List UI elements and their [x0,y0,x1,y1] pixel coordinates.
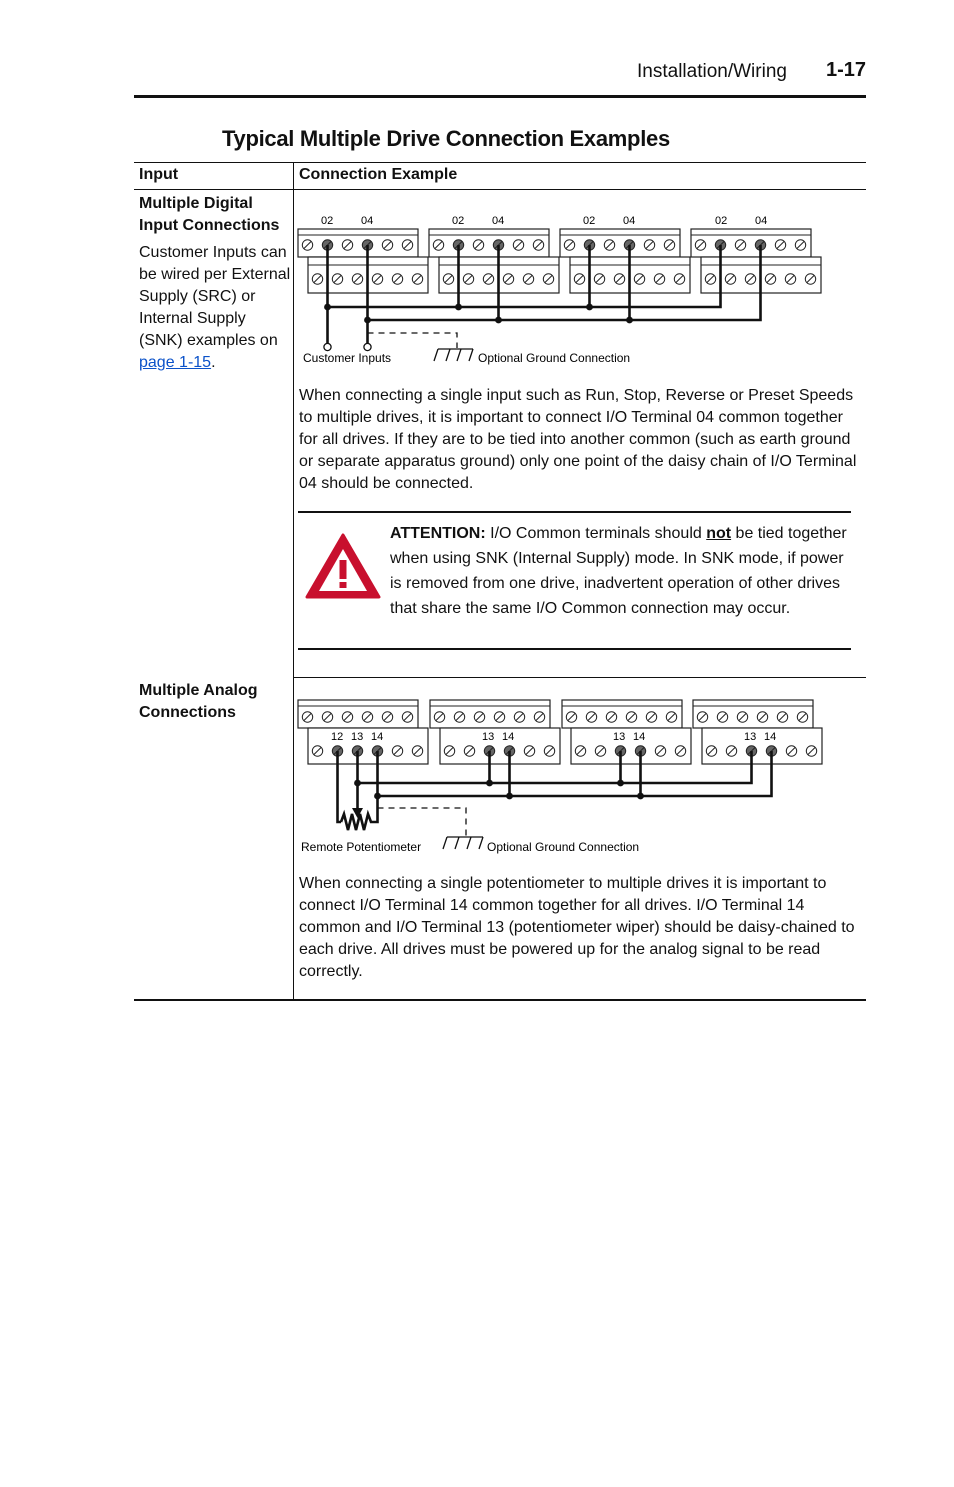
attention-text-part-2: be tied together when using SNK (Internal Supply) mode. In SNK mode, if power is removed from one drive, inadvertent operation of other drives that share the same I/O Common connection may occur. [390,525,847,617]
svg-text:02: 02 [452,215,465,227]
analog-drive-terminal-block [562,700,691,764]
svg-text:04: 04 [623,215,636,227]
attention-emphasis: not [706,525,732,542]
svg-text:04: 04 [492,215,505,227]
svg-text:02: 02 [583,215,596,227]
analog-ground-dashed-wire [378,808,467,836]
customer-inputs-label: Customer Inputs [303,351,392,365]
digital-description-text: Customer Inputs can be wired per External Supply (SRC) or Internal Supply (SNK) examples on [139,244,291,349]
analog-ground-symbol [443,837,483,849]
analog-drive-terminal-block [693,700,822,764]
svg-text:02: 02 [321,215,334,227]
svg-text:14: 14 [371,731,384,743]
svg-text:13: 13 [744,731,757,743]
analog-paragraph: When connecting a single potentiometer to multiple drives it is important to connect I/O Terminal 14 common together for all drives. I/O Terminal 14 common and I/O Terminal 13 (potentiometer wiper) should be daisy-chained to each drive. All drives must be powered up for the analog signal to be read correctly. [299,875,855,980]
attention-text-part-1: I/O Common terminals should [485,525,707,542]
svg-text:13: 13 [351,731,364,743]
svg-text:14: 14 [502,731,515,743]
page-link[interactable]: page 1-15 [139,354,212,371]
svg-text:02: 02 [715,215,728,227]
remote-potentiometer-label: Remote Potentiometer [301,840,422,854]
svg-text:14: 14 [764,731,777,743]
svg-text:13: 13 [613,731,626,743]
digital-description-end: . [211,354,216,371]
digital-ground-label: Optional Ground Connection [478,351,631,365]
svg-text:14: 14 [633,731,646,743]
svg-text:13: 13 [482,731,495,743]
header-section-title: Installation/Wiring [637,61,787,82]
svg-text:04: 04 [361,215,374,227]
attention-label: ATTENTION: [390,525,486,542]
table-bottom-rule [134,999,866,1001]
page-number: 1-17 [826,59,867,81]
analog-ground-label: Optional Ground Connection [487,840,640,854]
page-title: Typical Multiple Drive Connection Examples [222,126,670,151]
digital-heading: Multiple Digital Input Connections [139,195,280,234]
svg-text:04: 04 [755,215,768,227]
svg-text:12: 12 [331,731,344,743]
analog-heading: Multiple Analog Connections [139,682,258,721]
analog-drive-terminal-block [430,700,560,764]
column-header-example: Connection Example [299,166,458,183]
digital-paragraph: When connecting a single input such as Run, Stop, Reverse or Preset Speeds to multiple drives, it is important to connect I/O Terminal 04 common together for all drives. If they are to be tied into another common (such as earth ground or separate apparatus ground) only one point of the daisy chain of I/O Terminal 04 should be connected. [299,387,857,492]
column-header-input: Input [139,166,179,183]
